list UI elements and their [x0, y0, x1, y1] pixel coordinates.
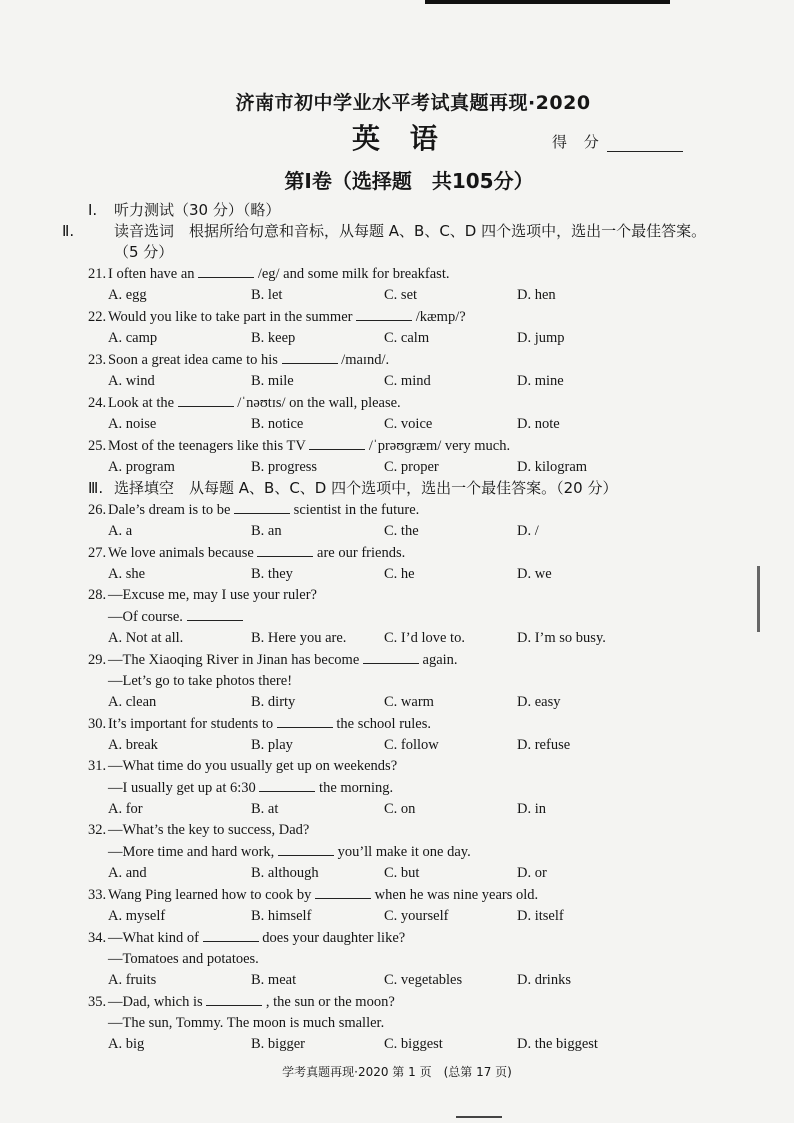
- question-list-choice: [88, 499, 708, 1055]
- answer-option: B. play: [251, 737, 293, 753]
- question-line: [88, 349, 708, 371]
- answer-option: A. clean: [108, 694, 157, 710]
- question-number: 24.: [88, 395, 107, 411]
- scan-side-mark: [757, 566, 760, 632]
- question-number: 33.: [88, 887, 107, 903]
- question: [88, 820, 708, 884]
- answer-option: A. camp: [108, 330, 158, 346]
- scan-top-edge: [425, 0, 670, 4]
- question: [88, 991, 708, 1055]
- score-blank: [607, 151, 683, 152]
- answer-option: A. for: [108, 801, 143, 817]
- answer-option: C. mind: [384, 373, 431, 389]
- answer-option: D. in: [517, 801, 546, 817]
- question-number: 25.: [88, 438, 107, 454]
- answer-option: C. calm: [384, 330, 430, 346]
- option-row: [88, 521, 708, 542]
- answer-option: A. a: [108, 523, 133, 539]
- answer-option: B. keep: [251, 330, 296, 346]
- question-text: /kæmp/?: [415, 309, 466, 325]
- question-number: 23.: [88, 352, 107, 368]
- answer-option: B. an: [251, 523, 282, 539]
- question-number: 32.: [88, 822, 107, 838]
- question-number: 35.: [88, 994, 107, 1010]
- answer-option: A. she: [108, 566, 146, 582]
- question-line: [88, 884, 708, 906]
- question-text: —I usually get up at 6:30: [108, 780, 256, 796]
- answer-option: C. biggest: [384, 1036, 443, 1052]
- score-field: [552, 131, 683, 152]
- question-text: , the sun or the moon?: [265, 994, 395, 1010]
- question-text: /maɪnd/.: [341, 352, 390, 368]
- question-line: —The sun, Tommy. The moon is much smaller.: [108, 1015, 385, 1031]
- answer-option: B. let: [251, 287, 283, 303]
- answer-option: D. itself: [517, 908, 564, 924]
- question-line: [88, 263, 708, 285]
- answer-option: A. wind: [108, 373, 155, 389]
- answer-blank: [178, 392, 234, 407]
- question-text: Wang Ping learned how to cook by: [108, 887, 312, 903]
- question-number: 22.: [88, 309, 107, 325]
- question-line: [88, 499, 708, 521]
- question-text: you’ll make it one day.: [337, 844, 471, 860]
- question-text: Soon a great idea came to his: [108, 352, 278, 368]
- question-line: [88, 991, 708, 1013]
- question-line: [88, 777, 708, 799]
- answer-option: A. myself: [108, 908, 166, 924]
- question-line: [88, 927, 708, 949]
- answer-option: D. kilogram: [517, 459, 588, 475]
- answer-option: D. /: [517, 523, 539, 539]
- volume-title: 第Ⅰ卷（选择题 共105分）: [284, 169, 534, 193]
- answer-option: D. mine: [517, 373, 564, 389]
- question-text: /ˈprəʊɡræm/ very much.: [368, 438, 511, 454]
- answer-blank: [356, 306, 412, 321]
- question-text: are our friends.: [317, 545, 406, 561]
- question-text: Most of the teenagers like this TV: [108, 438, 306, 454]
- answer-blank: [257, 542, 313, 557]
- question-text: —Of course.: [108, 609, 183, 625]
- question-line: [88, 542, 708, 564]
- question-text: /eg/ and some milk for breakfast.: [257, 266, 450, 282]
- answer-option: C. set: [384, 287, 418, 303]
- answer-option: D. we: [517, 566, 552, 582]
- answer-option: B. dirty: [251, 694, 296, 710]
- section-choice: Ⅲ. 选择填空 从每题 A、B、C、D 四个选项中，选出一个最佳答案。（20 分）: [88, 479, 618, 497]
- question: [88, 927, 708, 991]
- question-text: the school rules.: [336, 716, 432, 732]
- question-line: [88, 585, 708, 606]
- answer-option: D. note: [517, 416, 560, 432]
- question-line: [88, 606, 708, 628]
- option-row: [88, 414, 708, 435]
- question-text: scientist in the future.: [293, 502, 420, 518]
- score-label: 得 分: [552, 133, 605, 151]
- question-line: [88, 820, 708, 841]
- answer-option: B. they: [251, 566, 293, 582]
- answer-option: D. jump: [517, 330, 565, 346]
- answer-blank: [187, 606, 243, 621]
- question-number: 28.: [88, 587, 107, 603]
- question: [88, 542, 708, 585]
- answer-blank: [234, 499, 290, 514]
- question-number: 31.: [88, 758, 107, 774]
- question-text: —More time and hard work,: [108, 844, 275, 860]
- answer-option: C. the: [384, 523, 419, 539]
- question-text: again.: [422, 652, 458, 668]
- answer-option: A. fruits: [108, 972, 157, 988]
- question-text: Look at the: [108, 395, 175, 411]
- option-row: [88, 799, 708, 820]
- question-number: 34.: [88, 930, 107, 946]
- question-text: Would you like to take part in the summer: [108, 309, 353, 325]
- question-number: 26.: [88, 502, 107, 518]
- question-text: We love animals because: [108, 545, 254, 561]
- subject-row: [88, 117, 708, 159]
- option-row: [88, 692, 708, 713]
- option-row: [88, 970, 708, 991]
- answer-option: B. bigger: [251, 1036, 305, 1052]
- option-row: [88, 564, 708, 585]
- option-row: [88, 328, 708, 349]
- option-row: [88, 457, 708, 478]
- question-text: —Excuse me, may I use your ruler?: [108, 587, 317, 603]
- answer-option: D. or: [517, 865, 547, 881]
- section-listening: Ⅰ. 听力测试（30 分）（略）: [88, 201, 281, 219]
- question-text: —Dad, which is: [108, 994, 203, 1010]
- answer-option: D. the biggest: [517, 1036, 598, 1052]
- answer-option: B. although: [251, 865, 319, 881]
- answer-blank: [198, 263, 254, 278]
- answer-blank: [277, 713, 333, 728]
- question-text: when he was nine years old.: [374, 887, 539, 903]
- answer-option: D. drinks: [517, 972, 571, 988]
- answer-option: B. Here you are.: [251, 630, 347, 646]
- answer-option: C. vegetables: [384, 972, 463, 988]
- answer-option: A. Not at all.: [108, 630, 184, 646]
- answer-option: D. I’m so busy.: [517, 630, 606, 646]
- answer-blank: [363, 649, 419, 664]
- question-line: [88, 756, 708, 777]
- answer-option: D. easy: [517, 694, 561, 710]
- option-row: [88, 628, 708, 649]
- question: [88, 349, 708, 392]
- question-text: /ˈnəʊtɪs/ on the wall, please.: [237, 395, 401, 411]
- question-number: 27.: [88, 545, 107, 561]
- answer-option: C. but: [384, 865, 420, 881]
- question-line: [88, 713, 708, 735]
- question-text: It’s important for students to: [108, 716, 274, 732]
- question-text: the morning.: [319, 780, 394, 796]
- question-text: —What kind of: [108, 930, 200, 946]
- question-line: —Tomatoes and potatoes.: [108, 951, 259, 967]
- answer-option: B. meat: [251, 972, 297, 988]
- question-text: —What time do you usually get up on weekends?: [108, 758, 398, 774]
- answer-option: C. follow: [384, 737, 439, 753]
- question-number: 29.: [88, 652, 107, 668]
- option-row: [88, 1034, 708, 1055]
- subject-title: 英 语: [352, 122, 448, 155]
- question: [88, 884, 708, 927]
- scan-bottom-mark: [456, 1116, 502, 1118]
- answer-option: A. noise: [108, 416, 157, 432]
- answer-blank: [203, 927, 259, 942]
- answer-option: A. big: [108, 1036, 145, 1052]
- question: [88, 649, 708, 713]
- answer-blank: [315, 884, 371, 899]
- page-footer: 学考真题再现·2020 第 1 页 (总第 17 页): [282, 1065, 512, 1079]
- answer-blank: [259, 777, 315, 792]
- answer-option: C. warm: [384, 694, 434, 710]
- answer-option: C. on: [384, 801, 416, 817]
- option-row: [88, 863, 708, 884]
- answer-blank: [206, 991, 262, 1006]
- question-line: [88, 306, 708, 328]
- question-text: —The Xiaoqing River in Jinan has become: [108, 652, 360, 668]
- answer-option: D. hen: [517, 287, 556, 303]
- answer-blank: [282, 349, 338, 364]
- question: [88, 392, 708, 435]
- question-text: I often have an: [108, 266, 195, 282]
- question: [88, 756, 708, 820]
- answer-option: B. notice: [251, 416, 304, 432]
- answer-option: C. he: [384, 566, 415, 582]
- answer-option: A. and: [108, 865, 147, 881]
- question: [88, 585, 708, 649]
- answer-option: B. himself: [251, 908, 312, 924]
- question-text: Dale’s dream is to be: [108, 502, 231, 518]
- option-row: [88, 735, 708, 756]
- question-number: 30.: [88, 716, 107, 732]
- question-line: [88, 649, 708, 671]
- answer-option: A. program: [108, 459, 175, 475]
- question-list-phonetics: [88, 263, 708, 478]
- answer-option: C. proper: [384, 459, 439, 475]
- answer-option: B. mile: [251, 373, 294, 389]
- question: [88, 263, 708, 306]
- exam-page: [62, 88, 708, 1055]
- answer-option: C. I’d love to.: [384, 630, 465, 646]
- option-row: [88, 285, 708, 306]
- answer-option: A. break: [108, 737, 158, 753]
- exam-title: 济南市初中学业水平考试真题再现·2020: [235, 92, 591, 114]
- answer-option: B. at: [251, 801, 279, 817]
- answer-blank: [309, 435, 365, 450]
- question-line: [88, 435, 708, 457]
- question-text: —What’s the key to success, Dad?: [108, 822, 310, 838]
- question-number: 21.: [88, 266, 107, 282]
- question: [88, 306, 708, 349]
- answer-option: B. progress: [251, 459, 318, 475]
- question-line: [88, 841, 708, 863]
- question: [88, 499, 708, 542]
- answer-option: C. yourself: [384, 908, 449, 924]
- question: [88, 435, 708, 478]
- option-row: [88, 906, 708, 927]
- question-text: does your daughter like?: [262, 930, 406, 946]
- answer-blank: [278, 841, 334, 856]
- question-line: [88, 392, 708, 414]
- question-line: —Let’s go to take photos there!: [108, 673, 293, 689]
- section-phonetics: Ⅱ. 读音选词 根据所给句意和音标，从每题 A、B、C、D 四个选项中，选出一个最佳答案。（5 分）: [62, 222, 707, 261]
- option-row: [88, 371, 708, 392]
- answer-option: D. refuse: [517, 737, 571, 753]
- answer-option: A. egg: [108, 287, 147, 303]
- question: [88, 713, 708, 756]
- answer-option: C. voice: [384, 416, 433, 432]
